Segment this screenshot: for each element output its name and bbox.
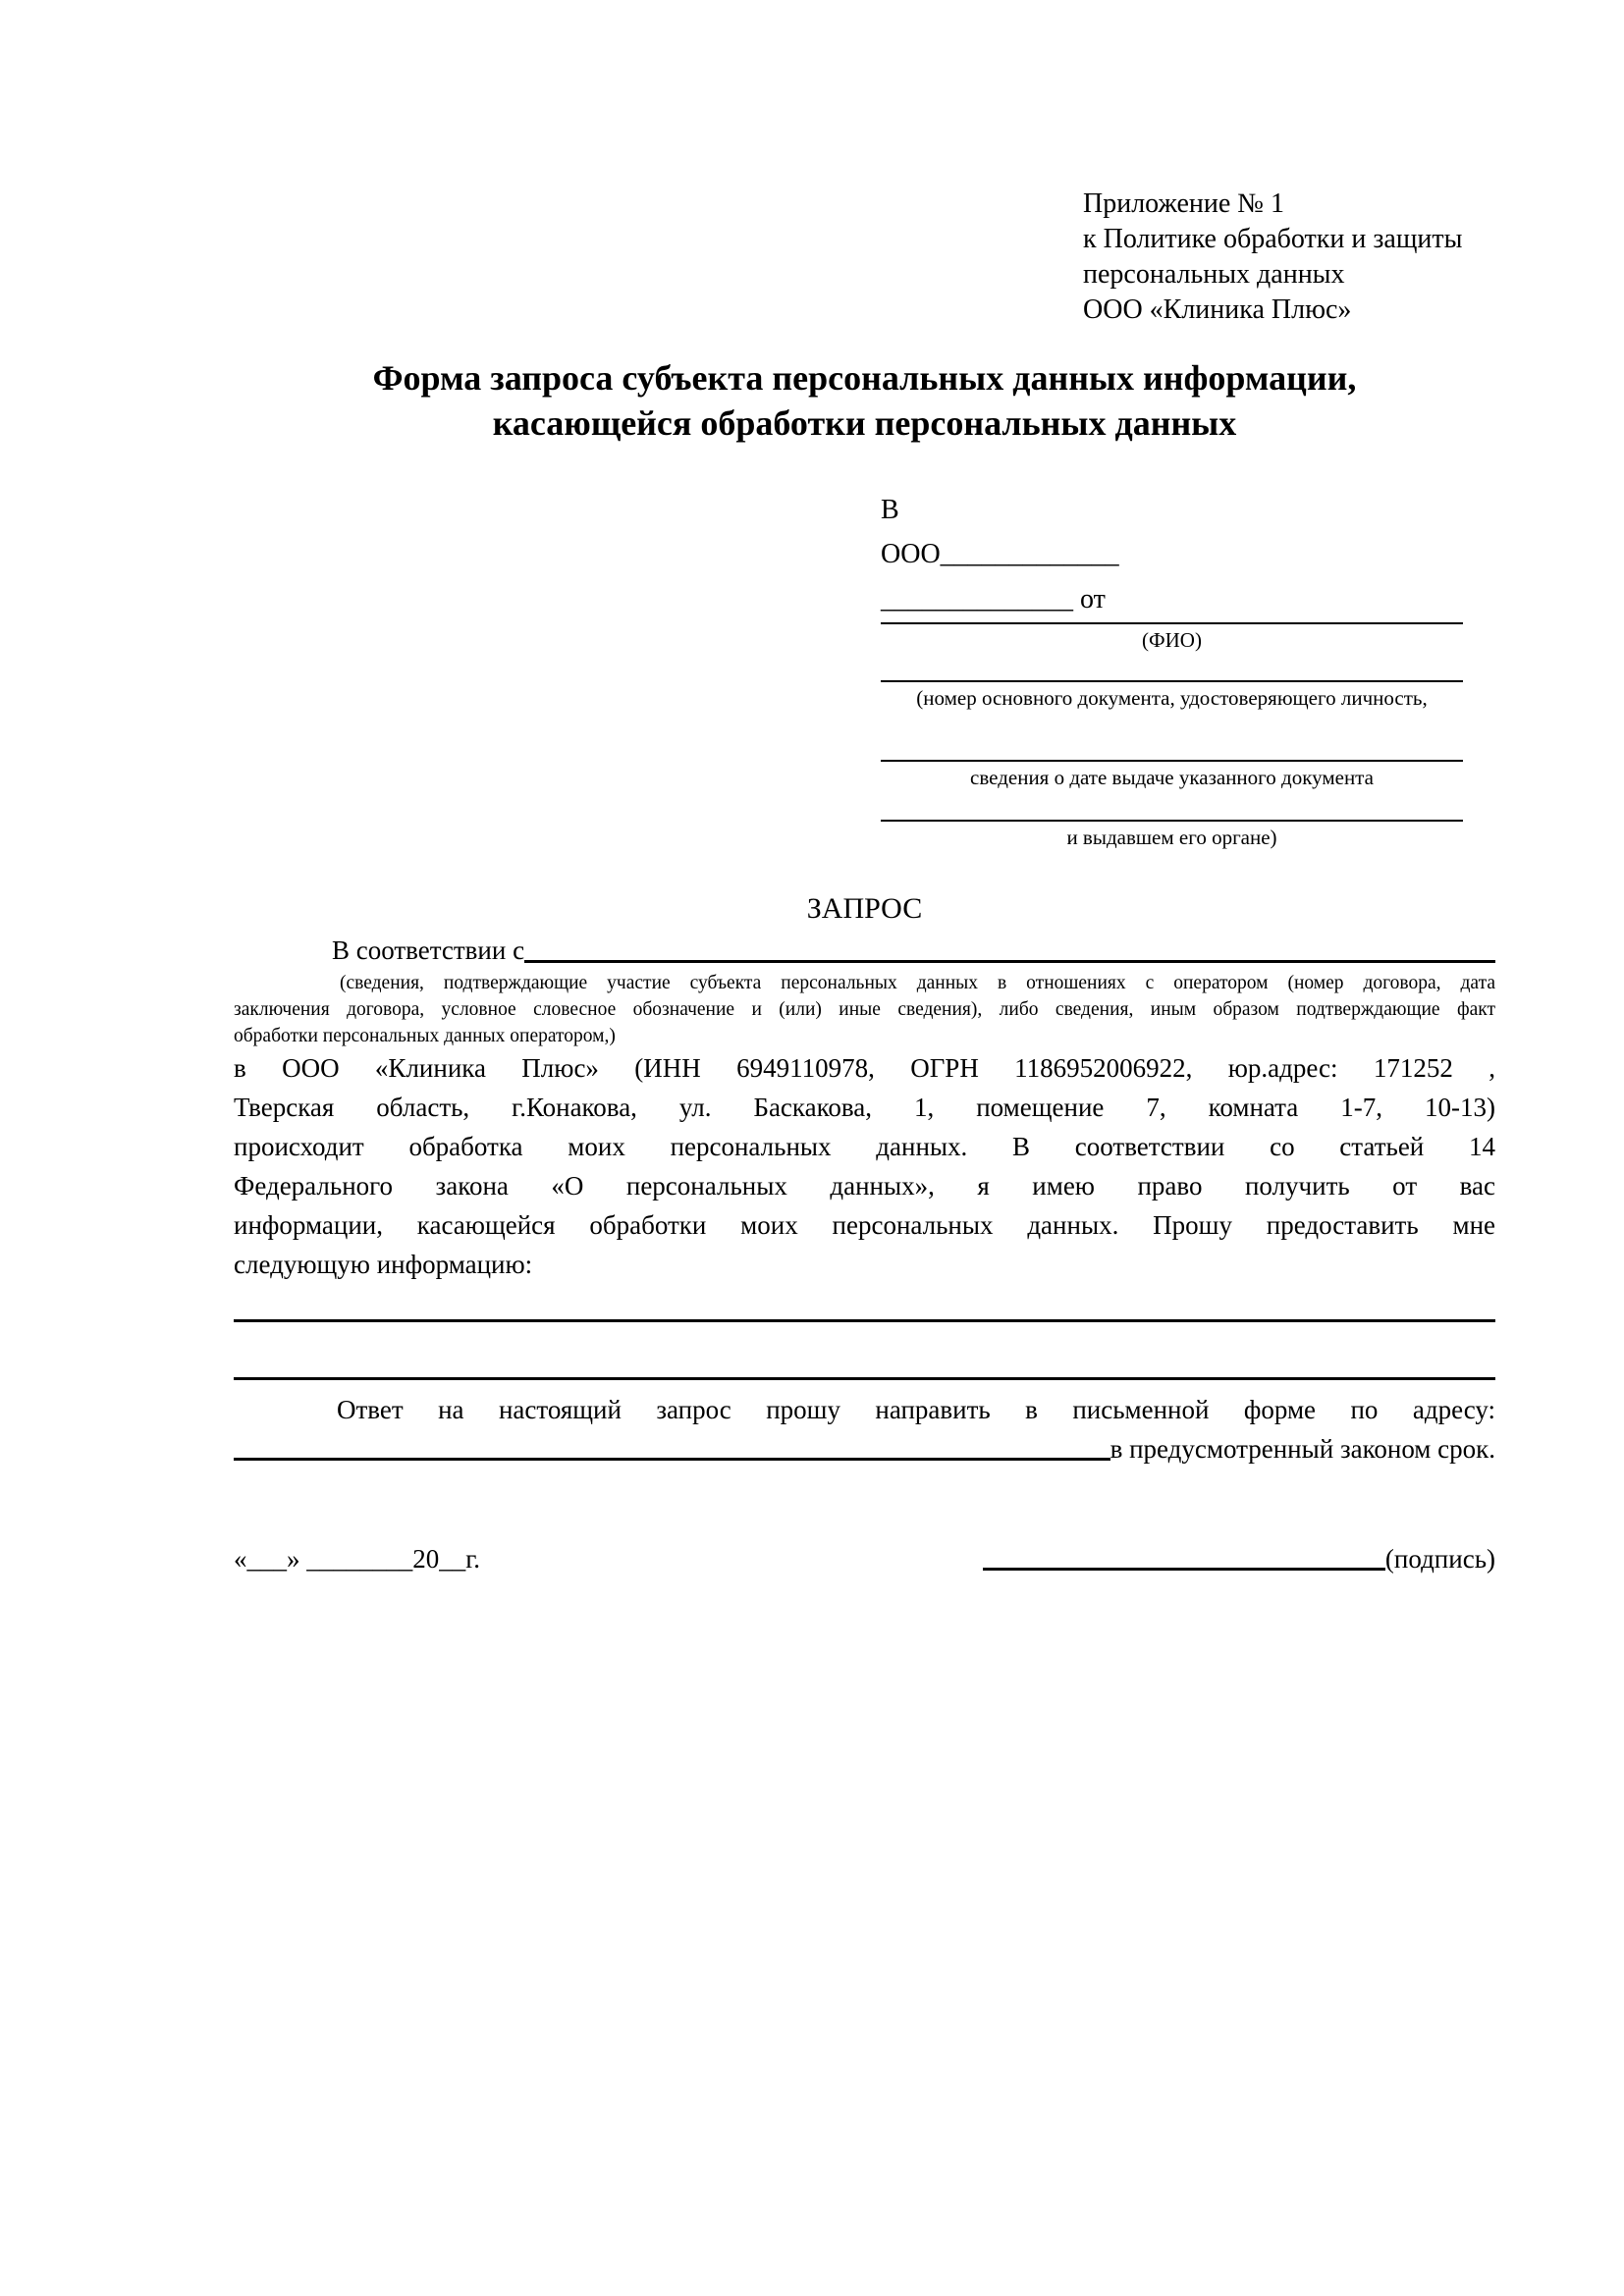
document-title-line: касающейся обработки персональных данных: [492, 403, 1237, 443]
document-title: [234, 355, 1495, 446]
issuing-authority-caption: и выдавшем его органе): [1066, 826, 1277, 849]
addressee-from-blank: ______________: [881, 584, 1073, 614]
appendix-line: ООО «Клиника Плюс»: [1083, 294, 1352, 325]
signature-blank-line: [983, 1568, 1385, 1571]
document-title-line: Форма запроса субъекта персональных данных информации,: [372, 358, 1357, 398]
body-line: Тверская область, г.Конакова, ул. Баскакова, 1, помещение 7, комната 1-7, 10-13): [234, 1093, 1495, 1122]
response-address-row: [234, 1429, 1495, 1468]
addressee-from-word: от: [1073, 584, 1106, 614]
fio-caption: (ФИО): [1142, 628, 1202, 652]
response-address-blank-line: [234, 1458, 1110, 1461]
addressee-block: [881, 489, 1463, 850]
appendix-line: Приложение № 1: [1083, 188, 1284, 219]
issue-date-caption: сведения о дате выдаче указанного документа: [970, 766, 1374, 789]
signature-caption: (подпись): [1384, 1544, 1495, 1574]
request-intro-blank-line: [524, 960, 1495, 963]
appendix-line: персональных данных: [1083, 259, 1345, 290]
date-signature-row: [234, 1539, 1495, 1578]
body-line: Федерального закона «О персональных данных», я имею право получить от вас: [234, 1171, 1495, 1201]
date-blank-text: «___» ________20__г.: [234, 1544, 481, 1574]
information-blank-line-1: [234, 1319, 1495, 1322]
body-line: происходит обработка моих персональных данных. В соответствии со статьей 14: [234, 1132, 1495, 1161]
fine-print-line: (сведения, подтверждающие участие субъекта персональных данных в отношениях с оператором (номер договора, дата: [340, 973, 1495, 993]
response-tail-text: в предусмотренный законом срок.: [1110, 1434, 1495, 1464]
body-line: информации, касающейся обработки моих персональных данных. Прошу предоставить мне: [234, 1210, 1495, 1240]
fine-print-note: [234, 970, 1495, 1049]
addressee-ooo-blank-line: ООО_____________: [881, 539, 1119, 569]
response-paragraph: [234, 1390, 1495, 1468]
fine-print-line: заключения договора, условное словесное обозначение и (или) иные сведения), либо сведения, иным образом подтверждающие факт: [234, 999, 1495, 1020]
request-intro-row: [234, 933, 1495, 968]
addressee-to-prefix: В: [881, 495, 899, 525]
appendix-line: к Политике обработки и защиты: [1083, 224, 1463, 254]
appendix-header: [1083, 187, 1535, 328]
request-heading: ЗАПРОС: [806, 892, 923, 925]
response-line: Ответ на настоящий запрос прошу направить в письменной форме по адресу:: [337, 1395, 1495, 1424]
addressee-from-line: [881, 576, 1463, 622]
request-body-paragraph: [234, 1048, 1495, 1284]
document-number-caption: (номер основного документа, удостоверяющего личность,: [916, 686, 1428, 710]
fine-print-line: обработки персональных данных оператором,): [234, 1026, 616, 1046]
body-line: следующую информацию:: [234, 1250, 533, 1279]
body-line: в ООО «Клиника Плюс» (ИНН 6949110978, ОГРН 1186952006922, юр.адрес: 171252 ,: [234, 1053, 1495, 1083]
information-blank-line-2: [234, 1377, 1495, 1380]
request-intro-text: В соответствии с: [332, 935, 525, 965]
signature-group: [983, 1539, 1495, 1578]
